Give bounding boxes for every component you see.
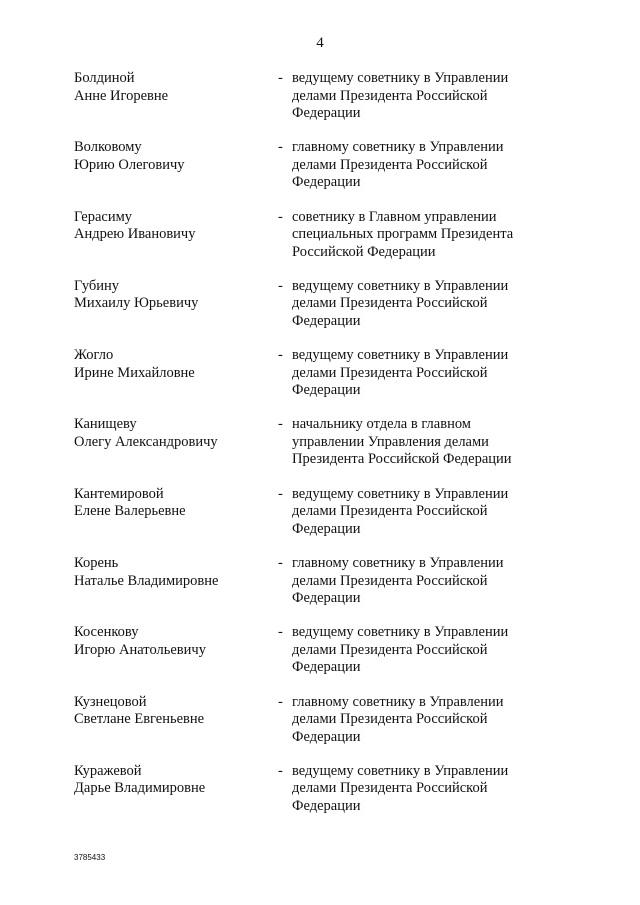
position-line: ведущему советнику в Управлении [292,277,509,294]
position-line: Российской Федерации [292,243,436,260]
person-surname: Волковому [74,139,142,156]
person-given-name: Юрию Олеговичу [74,156,185,173]
position-line: делами Президента Российской [292,503,488,520]
position-title [292,278,537,331]
position-line: главному советнику в Управлении [292,555,504,572]
appointment-list [0,70,640,832]
entry-dash: - [278,555,283,572]
position-line: главному советнику в Управлении [292,693,504,710]
person-given-name: Дарье Владимировне [74,780,206,797]
person-name [74,694,274,729]
position-title [292,416,537,469]
position-line: делами Президента Российской [292,641,488,658]
person-name [74,209,274,244]
page-number: 4 [316,35,324,51]
document-code: 3785433 [74,853,106,862]
position-title [292,624,537,677]
person-surname: Канищеву [74,416,137,433]
position-title [292,555,537,608]
appointment-entry [0,486,640,555]
person-surname: Корень [74,555,119,572]
person-given-name: Андрею Ивановичу [74,226,196,243]
position-title [292,694,537,747]
position-line: Федерации [292,174,361,191]
person-surname: Жогло [74,347,114,364]
position-line: Федерации [292,382,361,399]
appointment-entry [0,416,640,485]
appointment-entry [0,763,640,832]
person-given-name: Игорю Анатольевичу [74,641,206,658]
person-given-name: Михаилу Юрьевичу [74,295,199,312]
person-given-name: Елене Валерьевне [74,503,186,520]
entry-dash: - [278,693,283,710]
position-line: Федерации [292,590,361,607]
entry-dash: - [278,485,283,502]
person-surname: Болдиной [74,70,135,86]
position-title [292,209,537,262]
person-given-name: Наталье Владимировне [74,572,219,589]
person-surname: Кантемировой [74,485,164,502]
position-line: управлении Управления делами [292,433,489,450]
person-name [74,486,274,521]
position-line: ведущему советнику в Управлении [292,762,509,779]
entry-dash: - [278,762,283,779]
position-title [292,139,537,192]
person-given-name: Олегу Александровичу [74,433,218,450]
position-line: делами Президента Российской [292,711,488,728]
position-line: делами Президента Российской [292,572,488,589]
position-line: делами Президента Российской [292,87,488,104]
position-line: Президента Российской Федерации [292,451,512,468]
person-surname: Куражевой [74,762,142,779]
position-line: Федерации [292,797,361,814]
position-line: ведущему советнику в Управлении [292,485,509,502]
position-line: главному советнику в Управлении [292,139,504,156]
position-title [292,347,537,400]
entry-dash: - [278,416,283,433]
position-line: делами Президента Российской [292,780,488,797]
position-line: Федерации [292,728,361,745]
position-line: делами Президента Российской [292,156,488,173]
person-surname: Кузнецовой [74,693,147,710]
position-title [292,486,537,539]
appointment-entry [0,347,640,416]
entry-dash: - [278,208,283,225]
position-line: начальнику отдела в главном [292,416,471,433]
person-name [74,278,274,313]
position-title [292,70,537,123]
position-line: Федерации [292,105,361,121]
appointment-entry [0,555,640,624]
position-title [292,763,537,816]
appointment-entry [0,694,640,763]
position-line: специальных программ Президента [292,226,514,243]
person-name [74,139,274,174]
entry-dash: - [278,624,283,641]
appointment-entry [0,278,640,347]
position-line: делами Президента Российской [292,364,488,381]
position-line: ведущему советнику в Управлении [292,70,509,86]
appointment-entry [0,209,640,278]
position-line: делами Президента Российской [292,295,488,312]
person-name [74,70,274,105]
position-line: ведущему советнику в Управлении [292,624,509,641]
position-line: Федерации [292,520,361,537]
person-given-name: Светлане Евгеньевне [74,711,205,728]
entry-dash: - [278,70,283,86]
person-given-name: Ирине Михайловне [74,364,195,381]
appointment-entry [0,624,640,693]
entry-dash: - [278,139,283,156]
person-surname: Косенкову [74,624,139,641]
position-line: Федерации [292,659,361,676]
person-name [74,624,274,659]
position-line: советнику в Главном управлении [292,208,497,225]
person-surname: Герасиму [74,208,133,225]
position-line: Федерации [292,312,361,329]
person-name [74,555,274,590]
appointment-entry [0,139,640,208]
person-name [74,763,274,798]
entry-dash: - [278,347,283,364]
person-surname: Губину [74,277,120,294]
person-name [74,416,274,451]
entry-dash: - [278,277,283,294]
person-given-name: Анне Игоревне [74,87,169,104]
appointment-entry [0,70,640,139]
person-name [74,347,274,382]
position-line: ведущему советнику в Управлении [292,347,509,364]
